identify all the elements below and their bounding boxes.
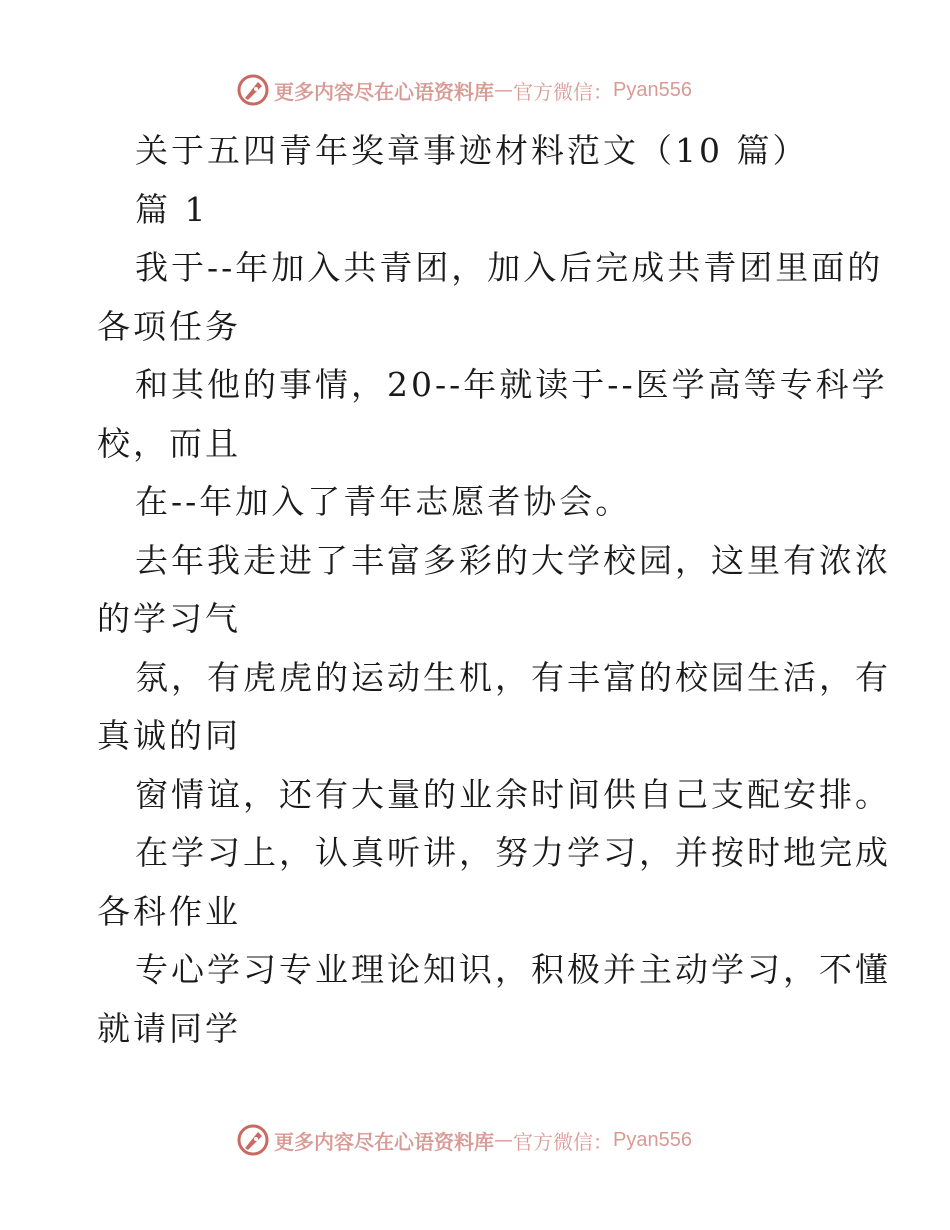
watermark-main-text: 更多内容尽在心语资料库 (274, 1129, 494, 1154)
watermark-handle: Pyan556 (613, 1128, 692, 1151)
paragraph-line: 的学习气 (97, 599, 241, 638)
watermark-wechat-label: 官方微信： (513, 1129, 613, 1154)
paragraph-line: 真诚的同 (97, 716, 241, 755)
watermark-wechat-label: 官方微信： (513, 79, 613, 104)
paragraph-line: 窗情谊，还有大量的业余时间供自己支配安排。 (135, 774, 891, 814)
watermark-separator: — (494, 79, 513, 101)
pen-nib-circle-icon (236, 73, 270, 107)
paragraph-line: 就请同学 (97, 1008, 241, 1048)
document-title: 关于五四青年奖章事迹材料范文（10 篇） (135, 131, 809, 170)
paragraph-line: 和其他的事情，20--年就读于--医学高等专科学 (135, 365, 888, 404)
watermark-handle: Pyan556 (613, 78, 692, 101)
paragraph-line: 在学习上，认真听讲，努力学习，并按时地完成 (135, 833, 891, 872)
watermark-separator: — (494, 1129, 513, 1151)
paragraph-line: 我于--年加入共青团，加入后完成共青团里面的 (135, 248, 884, 287)
paragraph-line: 校，而且 (97, 423, 241, 463)
paragraph-line: 专心学习专业理论知识，积极并主动学习，不懂 (135, 950, 891, 989)
paragraph-line: 氛，有虎虎的运动生机，有丰富的校园生活，有 (135, 657, 891, 697)
header-watermark (236, 72, 692, 108)
paragraph-line: 各项任务 (97, 306, 241, 346)
paragraph-line: 去年我走进了丰富多彩的大学校园，这里有浓浓 (135, 540, 891, 580)
pen-nib-circle-icon (236, 1123, 270, 1157)
paragraph-line: 在--年加入了青年志愿者协会。 (135, 482, 632, 521)
paragraph-line: 各科作业 (97, 891, 241, 931)
footer-watermark (236, 1122, 692, 1158)
section-heading: 篇 1 (135, 189, 209, 229)
document-body (97, 122, 891, 1058)
watermark-main-text: 更多内容尽在心语资料库 (274, 79, 494, 104)
